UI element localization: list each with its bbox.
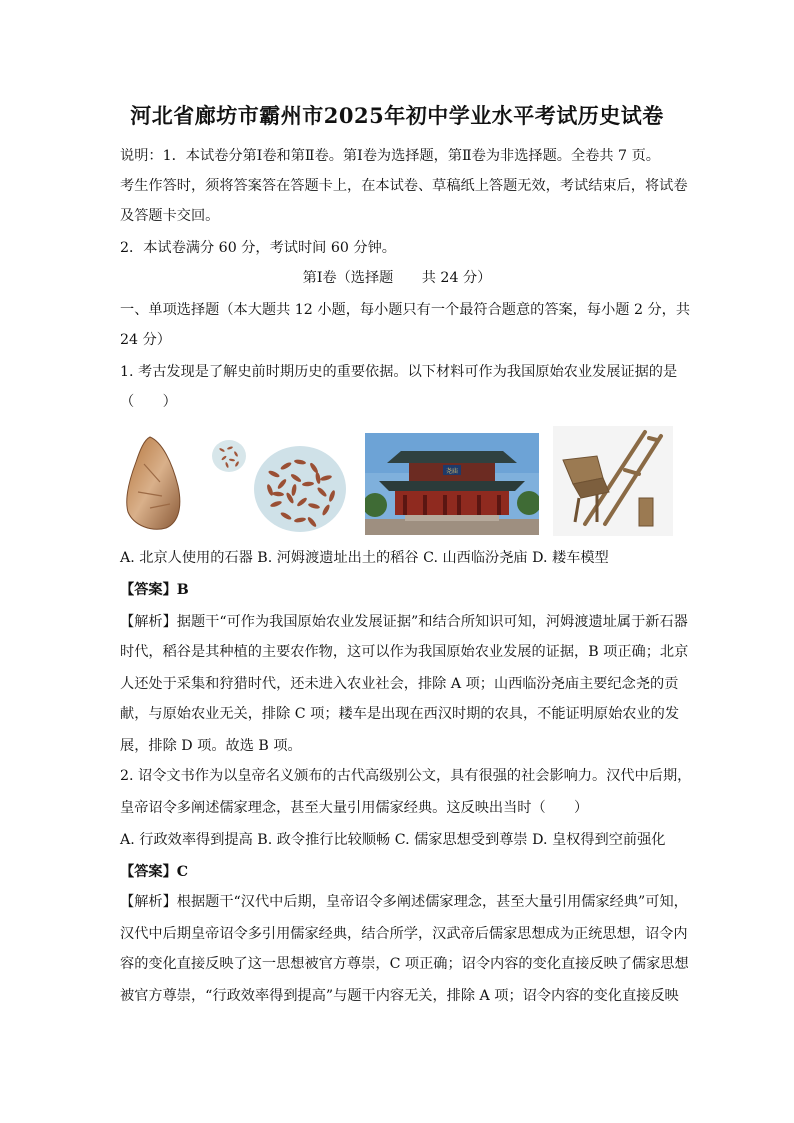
question-2-answer: 【答案】C <box>120 864 189 880</box>
question-1-analysis: 时代，稻谷是其种植的主要农作物，这可以作为我国原始农业发展的证据，B 项正确；北京 <box>120 644 689 660</box>
question-2-stem-cont: 皇帝诏令多阐述儒家理念，甚至大量引用儒家经典。这反映出当时（ ） <box>120 800 589 816</box>
part-one-heading-cont: 24 分） <box>120 332 171 348</box>
question-1-stem: 1. 考古发现是了解史前时期历史的重要依据。以下材料可作为我国原始农业发展证据的是 <box>120 364 678 380</box>
yao-temple-image <box>365 433 539 535</box>
question-2-analysis: 被官方尊崇，“行政效率得到提高”与题干内容无关，排除 A 项；诏令内容的变化直接反映 <box>120 988 679 1004</box>
exam-title: 河北省廊坊市霸州市2025年初中学业水平考试历史试卷 <box>130 103 664 128</box>
question-1-analysis: 展，排除 D 项。故选 B 项。 <box>120 738 302 754</box>
question-2-stem: 2. 诏令文书作为以皇帝名义颁布的古代高级别公文，具有很强的社会影响力。汉代中后期， <box>120 768 692 784</box>
rice-grain-image <box>252 444 348 534</box>
question-2-analysis: 汉代中后期皇帝诏令多引用儒家经典，结合所学，汉武帝后儒家思想成为正统思想，诏令内 <box>120 926 688 942</box>
question-1-analysis: 献，与原始农业无关，排除 C 项；耧车是出现在西汉时期的农具，不能证明原始农业的发 <box>120 706 680 722</box>
question-1-answer: 【答案】B <box>120 582 189 598</box>
section-heading: 第Ⅰ卷（选择题 共 24 分） <box>302 270 492 286</box>
question-1-analysis: 【解析】据题干“可作为我国原始农业发展证据”和结合所知识可知，河姆渡遗址属于新石器 <box>120 614 688 630</box>
instruction-line: 及答题卡交回。 <box>120 208 220 224</box>
instruction-line: 说明：1．本试卷分第Ⅰ卷和第Ⅱ卷。第Ⅰ卷为选择题，第Ⅱ卷为非选择题。全卷共 7 页。 <box>120 148 660 164</box>
part-one-heading: 一、单项选择题（本大题共 12 小题，每小题只有一个最符合题意的答案，每小题 2 分，共 <box>120 302 691 318</box>
question-1-analysis: 人还处于采集和狩猎时代，还未进入农业社会，排除 A 项；山西临汾尧庙主要纪念尧的贡 <box>120 676 679 692</box>
instruction-line: 2．本试卷满分 60 分，考试时间 60 分钟。 <box>120 240 396 256</box>
seed-drill-model-image <box>553 426 673 536</box>
stone-tool-image <box>122 434 184 532</box>
question-1-options: A. 北京人使用的石器 B. 河姆渡遗址出土的稻谷 C. 山西临汾尧庙 D. 耧车模型 <box>120 550 609 566</box>
temple-plaque-text: 尧庙 <box>445 468 459 475</box>
question-2-analysis: 【解析】根据题干“汉代中后期，皇帝诏令多阐述儒家理念，甚至大量引用儒家经典”可知， <box>120 894 688 910</box>
question-2-analysis: 容的变化直接反映了这一思想被官方尊崇，C 项正确；诏令内容的变化直接反映了儒家思想 <box>120 956 689 972</box>
instruction-line: 考生作答时，须将答案答在答题卡上，在本试卷、草稿纸上答题无效，考试结束后，将试卷 <box>120 178 688 194</box>
rice-grain-small-image <box>210 438 248 474</box>
question-2-options: A. 行政效率得到提高 B. 政令推行比较顺畅 C. 儒家思想受到尊崇 D. 皇权得到空前强化 <box>120 832 666 848</box>
question-1-stem-cont: （ ） <box>120 394 177 410</box>
